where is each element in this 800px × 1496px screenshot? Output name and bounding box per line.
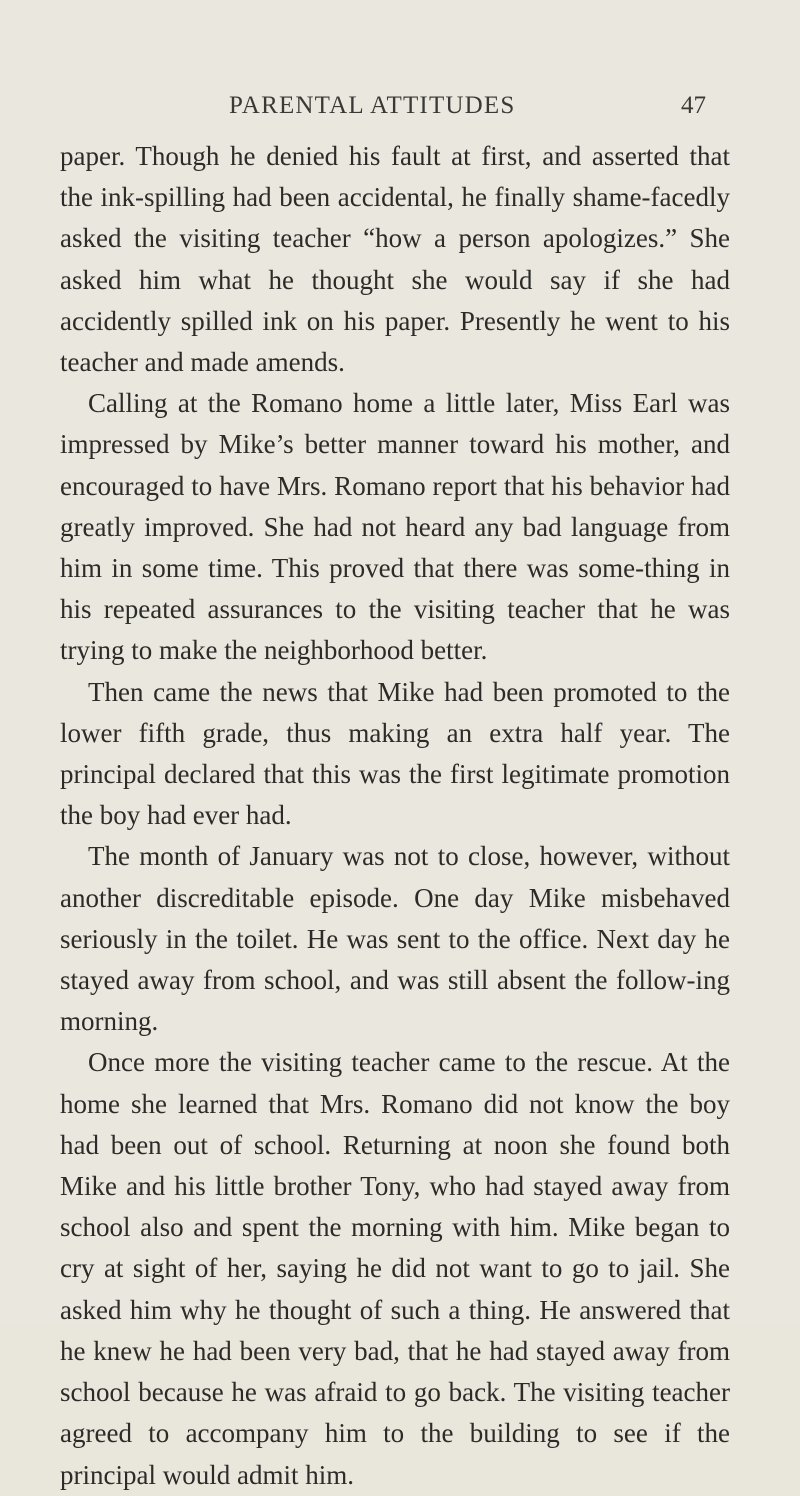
body-text xyxy=(60,136,730,1496)
running-head: PARENTAL ATTITUDES xyxy=(229,92,516,119)
paragraph-2: Calling at the Romano home a little later, Miss Earl was impressed by Mike’s better manner toward his mother, and encouraged to have Mrs. Romano report that his behavior had greatly improved. She had not heard any bad language from him in some time. This proved that there was some-thing in his repeated assurances to the visiting teacher that he was trying to make the neighborhood better. xyxy=(60,388,730,666)
paragraph-5: Once more the visiting teacher came to the rescue. At the home she learned that Mrs. Romano did not know the boy had been out of school. Returning at noon she found both Mike and his little brother Tony, who had stayed away from school also and spent the morning with him. Mike began to cry at sight of her, saying he did not want to go to jail. She asked him why he thought of such a thing. He answered that he knew he had been very bad, that he had stayed away from school because he was afraid to go back. The visiting teacher agreed to accompany him to the building to see if the principal would admit him. xyxy=(60,1047,730,1490)
paragraph-3: Then came the news that Mike had been promoted to the lower fifth grade, thus making an extra half year. The principal declared that this was the first legitimate promotion the boy had ever had. xyxy=(60,676,730,831)
paragraph-4: The month of January was not to close, however, without another discreditable episode. One day Mike misbehaved seriously in the toilet. He was sent to the office. Next day he stayed away from school, and was still absent the follow-ing morning. xyxy=(60,841,730,1037)
paragraph-1: paper. Though he denied his fault at first, and asserted that the ink-spilling had been accidental, he finally shame-facedly asked the visiting teacher “how a person apologizes.” She asked him what he thought she would say if she had accidently spilled ink on his paper. Presently he went to his teacher and made amends. xyxy=(60,141,730,378)
page-number: 47 xyxy=(681,92,706,119)
